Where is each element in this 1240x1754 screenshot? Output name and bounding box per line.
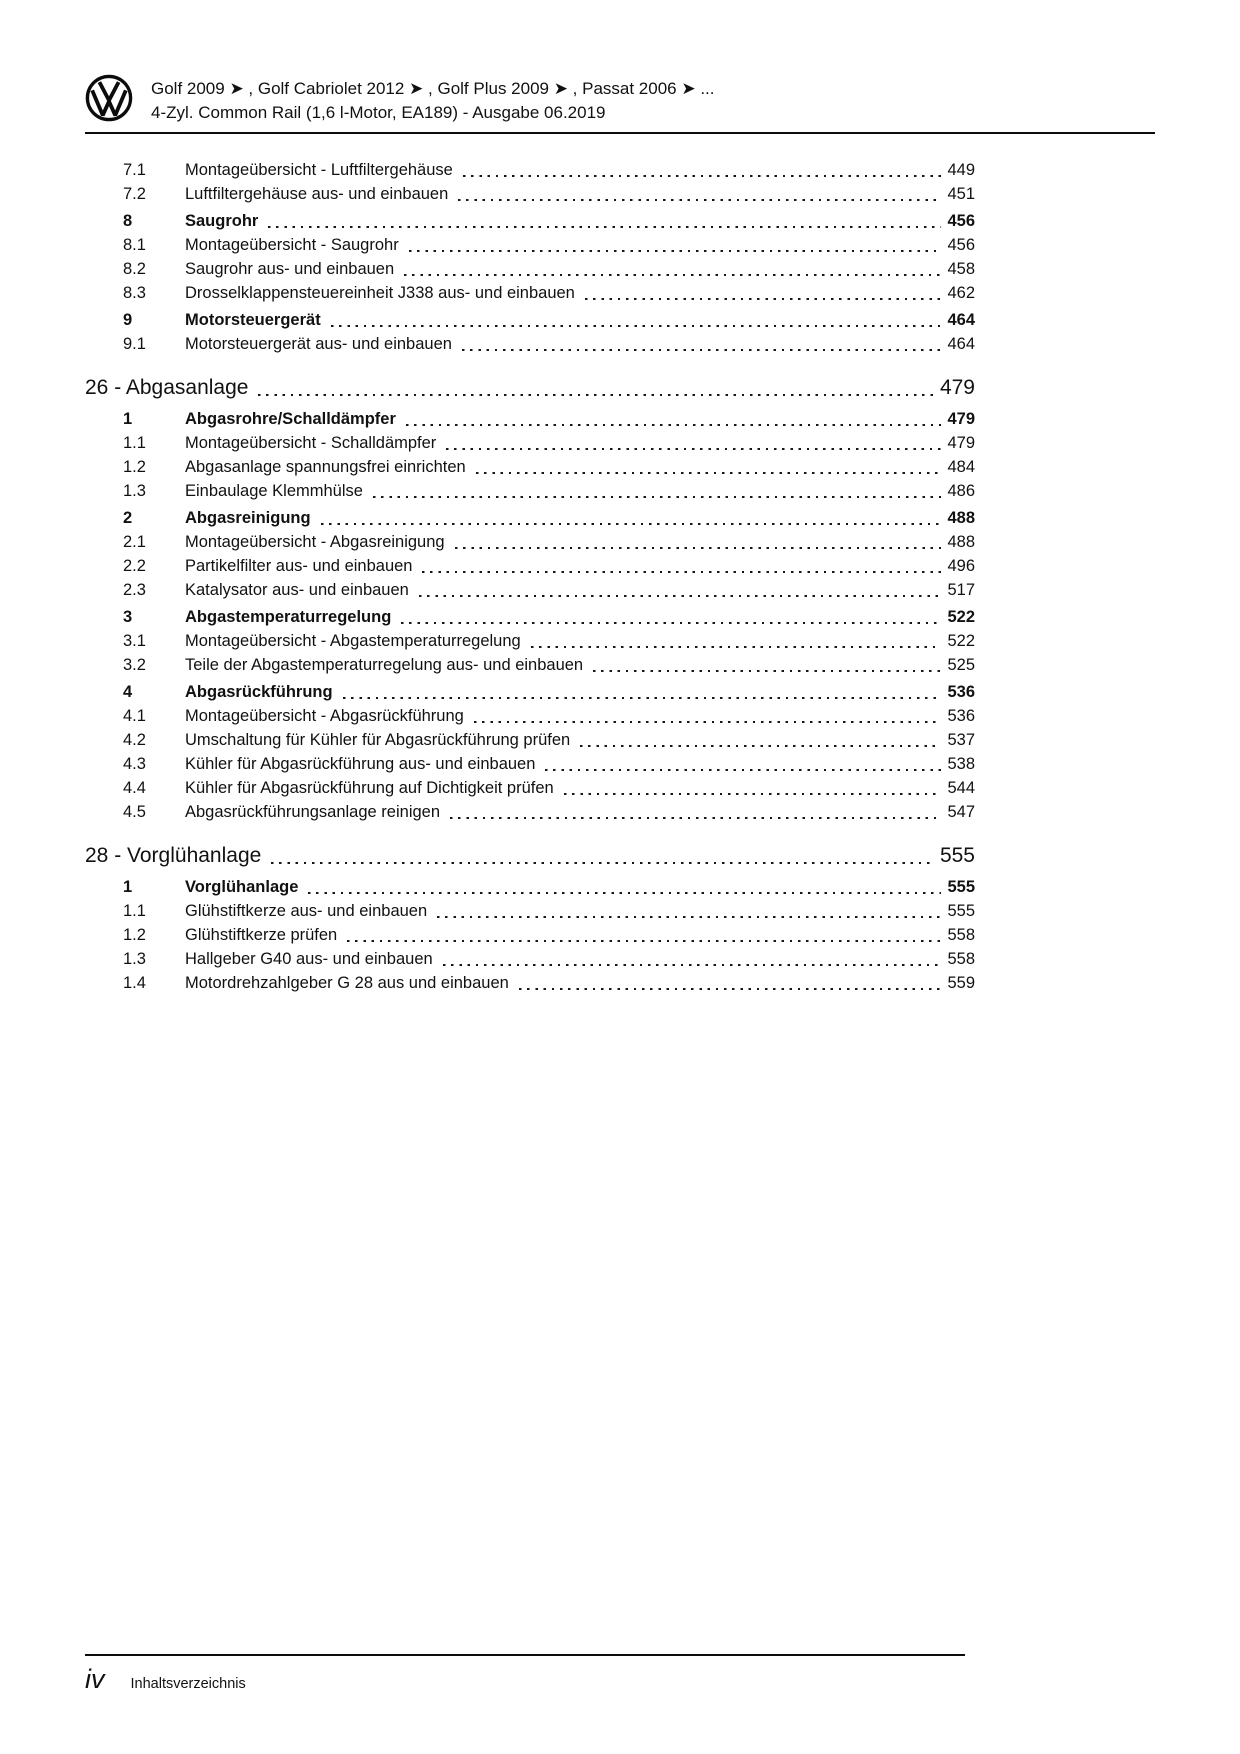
toc-entry-number: 1.4: [123, 974, 146, 992]
dot-leader: [308, 892, 941, 894]
toc-entry-number: 4.5: [123, 803, 146, 821]
toc-entry-page: 464: [947, 311, 975, 329]
toc-entry-page: 544: [947, 779, 975, 797]
toc-entry-number: 3.1: [123, 632, 146, 650]
toc-entry-page: 525: [947, 656, 975, 674]
toc-entry-title: Partikelfilter aus- und einbauen: [185, 557, 413, 575]
header-models-line: Golf 2009 ➤ , Golf Cabriolet 2012 ➤ , Golf Plus 2009 ➤ , Passat 2006 ➤ ...: [151, 78, 715, 98]
toc-entry: [85, 578, 975, 602]
dot-leader: [343, 697, 942, 699]
dot-leader: [268, 226, 941, 228]
dot-leader: [585, 298, 942, 300]
toc-entry: [85, 947, 975, 971]
toc-entry-page: 555: [939, 844, 975, 867]
toc-entry-title: Katalysator aus- und einbauen: [185, 581, 409, 599]
toc-entry-title: Montageübersicht - Saugrohr: [185, 236, 399, 254]
toc-entry-title: 28 - Vorglühanlage: [85, 844, 262, 867]
toc-entry: [85, 530, 975, 554]
dot-leader: [271, 862, 934, 864]
toc-entry-title: 26 - Abgasanlage: [85, 376, 249, 399]
toc-entry: [85, 841, 975, 871]
toc-entry-page: 479: [947, 410, 975, 428]
toc-entry-title: Drosselklappensteuereinheit J338 aus- und einbauen: [185, 284, 575, 302]
toc-entry-number: 8.2: [123, 260, 146, 278]
dot-leader: [437, 916, 941, 918]
header-divider: [85, 132, 1155, 134]
toc-entry-page: 558: [947, 926, 975, 944]
dot-leader: [373, 496, 942, 498]
toc-entry-title: Saugrohr: [185, 212, 259, 230]
toc-entry-title: Vorglühanlage: [185, 878, 299, 896]
toc-entry: [85, 629, 975, 653]
toc-entry-number: 1.3: [123, 482, 146, 500]
toc-entry-number: 9.1: [123, 335, 146, 353]
toc-entry: [85, 431, 975, 455]
toc-entry-number: 9: [123, 311, 133, 329]
toc-entry-number: 3: [123, 608, 133, 626]
toc-entry: [85, 455, 975, 479]
toc-entry-page: 464: [947, 335, 975, 353]
toc-entry-title: Montageübersicht - Luftfiltergehäuse: [185, 161, 453, 179]
toc-entry-title: Motorsteuergerät: [185, 311, 321, 329]
toc-entry: [85, 506, 975, 530]
toc-entry-number: 4: [123, 683, 133, 701]
toc-entry-title: Montageübersicht - Abgasrückführung: [185, 707, 464, 725]
toc-entry-title: Kühler für Abgasrückführung auf Dichtigkeit prüfen: [185, 779, 554, 797]
toc-entry: [85, 899, 975, 923]
dot-leader: [476, 472, 942, 474]
dot-leader: [455, 547, 942, 549]
dot-leader: [545, 769, 941, 771]
toc-entry: [85, 182, 975, 206]
toc-entry-page: 536: [947, 683, 975, 701]
toc-entry-number: 1: [123, 878, 133, 896]
toc-entry-page: 537: [947, 731, 975, 749]
toc-entry-title: Montageübersicht - Abgastemperaturregelung: [185, 632, 521, 650]
page-number-roman: iv: [85, 1664, 105, 1694]
document-header: [85, 74, 1155, 134]
dot-leader: [258, 394, 933, 396]
footer-section-label: Inhaltsverzeichnis: [130, 1676, 246, 1692]
toc-entry-number: 1.3: [123, 950, 146, 968]
toc-entry: [85, 923, 975, 947]
toc-entry-number: 4.1: [123, 707, 146, 725]
toc-entry: [85, 158, 975, 182]
toc-entry-title: Glühstiftkerze aus- und einbauen: [185, 902, 428, 920]
footer-divider: [85, 1654, 965, 1656]
toc-entry: [85, 752, 975, 776]
dot-leader: [446, 448, 941, 450]
dot-leader: [422, 571, 941, 573]
document-footer: [85, 1654, 965, 1694]
toc-entry-number: 2.2: [123, 557, 146, 575]
toc-entry: [85, 373, 975, 403]
dot-leader: [462, 349, 942, 351]
toc-entry-title: Abgasrückführung: [185, 683, 333, 701]
toc-entry-title: Abgastemperaturregelung: [185, 608, 392, 626]
toc-entry: [85, 332, 975, 356]
dot-leader: [519, 988, 942, 990]
toc-entry-title: Montageübersicht - Abgasreinigung: [185, 533, 445, 551]
toc-entry-number: 8.3: [123, 284, 146, 302]
toc-entry: [85, 233, 975, 257]
toc-entry: [85, 257, 975, 281]
dot-leader: [321, 523, 942, 525]
dot-leader: [593, 670, 941, 672]
toc-entry: [85, 209, 975, 233]
toc-entry-title: Glühstiftkerze prüfen: [185, 926, 338, 944]
dot-leader: [347, 940, 941, 942]
toc-entry-page: 486: [947, 482, 975, 500]
dot-leader: [463, 175, 942, 177]
dot-leader: [331, 325, 942, 327]
toc-entry-page: 456: [947, 212, 975, 230]
toc-entry-title: Montageübersicht - Schalldämpfer: [185, 434, 437, 452]
toc-entry-page: 517: [947, 581, 975, 599]
toc-entry-number: 2.1: [123, 533, 146, 551]
toc-entry-title: Umschaltung für Kühler für Abgasrückführung prüfen: [185, 731, 571, 749]
toc-entry: [85, 407, 975, 431]
toc-entry-number: 4.2: [123, 731, 146, 749]
toc-entry-page: 484: [947, 458, 975, 476]
dot-leader: [419, 595, 942, 597]
toc-entry-number: 2: [123, 509, 133, 527]
toc-entry: [85, 605, 975, 629]
toc-entry-page: 522: [947, 632, 975, 650]
toc-entry-number: 8: [123, 212, 133, 230]
toc-entry-page: 555: [947, 878, 975, 896]
toc-entry-number: 1: [123, 410, 133, 428]
toc-entry-page: 449: [947, 161, 975, 179]
toc-entry-page: 458: [947, 260, 975, 278]
toc-entry-page: 559: [947, 974, 975, 992]
toc-entry-page: 488: [947, 509, 975, 527]
toc-entry-number: 7.1: [123, 161, 146, 179]
toc-entry-page: 538: [947, 755, 975, 773]
dot-leader: [443, 964, 942, 966]
toc-entry-number: 8.1: [123, 236, 146, 254]
toc-entry: [85, 728, 975, 752]
dot-leader: [531, 646, 942, 648]
dot-leader: [409, 250, 942, 252]
toc-entry-number: 2.3: [123, 581, 146, 599]
toc-entry: [85, 776, 975, 800]
toc-entry-page: 496: [947, 557, 975, 575]
toc-entry-page: 555: [947, 902, 975, 920]
toc-entry-number: 1.1: [123, 902, 146, 920]
toc-entry-page: 479: [939, 376, 975, 399]
toc-entry-page: 451: [947, 185, 975, 203]
dot-leader: [458, 199, 941, 201]
toc-entry-title: Saugrohr aus- und einbauen: [185, 260, 395, 278]
toc-entry: [85, 479, 975, 503]
toc-entry: [85, 875, 975, 899]
toc-entry-title: Kühler für Abgasrückführung aus- und einbauen: [185, 755, 536, 773]
toc-entry-page: 536: [947, 707, 975, 725]
dot-leader: [564, 793, 942, 795]
toc-entry: [85, 554, 975, 578]
toc-entry: [85, 971, 975, 995]
toc-entry: [85, 800, 975, 824]
toc-entry-number: 3.2: [123, 656, 146, 674]
toc-entry-title: Motordrehzahlgeber G 28 aus und einbauen: [185, 974, 509, 992]
toc-entry: [85, 281, 975, 305]
toc-entry-page: 456: [947, 236, 975, 254]
toc-entry: [85, 704, 975, 728]
toc-entry-page: 522: [947, 608, 975, 626]
toc-entry-title: Teile der Abgastemperaturregelung aus- und einbauen: [185, 656, 584, 674]
dot-leader: [401, 622, 941, 624]
toc-entry-title: Abgasreinigung: [185, 509, 311, 527]
toc-entry: [85, 653, 975, 677]
dot-leader: [404, 274, 941, 276]
toc-entry-page: 488: [947, 533, 975, 551]
toc-entry-number: 7.2: [123, 185, 146, 203]
toc-entry-title: Motorsteuergerät aus- und einbauen: [185, 335, 452, 353]
dot-leader: [474, 721, 942, 723]
toc-entry-title: Luftfiltergehäuse aus- und einbauen: [185, 185, 449, 203]
toc-entry-page: 547: [947, 803, 975, 821]
toc-entry-page: 558: [947, 950, 975, 968]
toc-entry: [85, 308, 975, 332]
toc-entry-number: 4.4: [123, 779, 146, 797]
toc-entry-page: 462: [947, 284, 975, 302]
toc-entry-page: 479: [947, 434, 975, 452]
vw-logo-icon: [85, 74, 133, 127]
toc-entry-title: Einbaulage Klemmhülse: [185, 482, 363, 500]
toc-entry-number: 1.2: [123, 926, 146, 944]
toc-list: [85, 158, 975, 995]
toc-entry-title: Abgasrückführungsanlage reinigen: [185, 803, 441, 821]
dot-leader: [406, 424, 942, 426]
toc-entry: [85, 680, 975, 704]
toc-entry-number: 1.2: [123, 458, 146, 476]
header-edition-line: 4-Zyl. Common Rail (1,6 l-Motor, EA189) - Ausgabe 06.2019: [151, 102, 606, 122]
toc-entry-title: Abgasanlage spannungsfrei einrichten: [185, 458, 466, 476]
toc-entry-number: 1.1: [123, 434, 146, 452]
dot-leader: [450, 817, 941, 819]
toc-entry-number: 4.3: [123, 755, 146, 773]
toc-entry-title: Hallgeber G40 aus- und einbauen: [185, 950, 433, 968]
toc-entry-title: Abgasrohre/Schalldämpfer: [185, 410, 396, 428]
dot-leader: [580, 745, 941, 747]
